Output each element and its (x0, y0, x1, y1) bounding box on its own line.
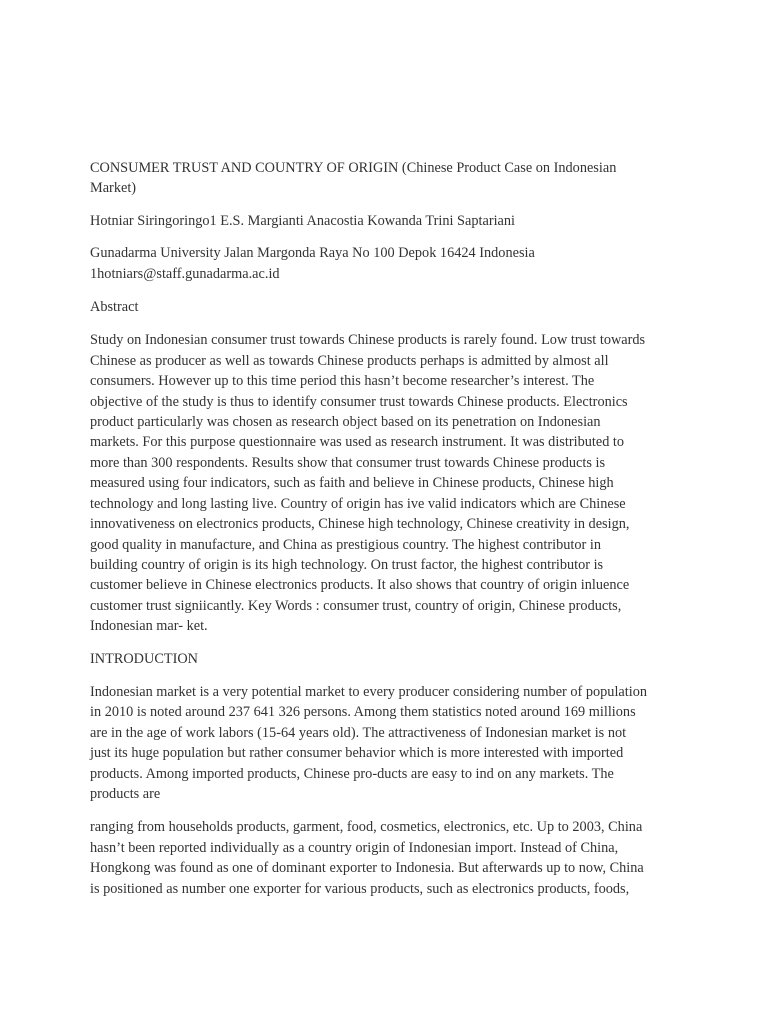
introduction-paragraph-2: ranging from households products, garment, food, cosmetics, electronics, etc. Up to 2003, China hasn’t been reported individually as a country origin of Indonesian import. Instead of China, Hongkong was found as one of dominant exporter to Indonesia. But afterwards up to now, China is positioned as number one exporter for various products, such as electronics products, foods, (90, 819, 644, 897)
abstract-heading: Abstract (90, 299, 139, 316)
introduction-paragraph-1: Indonesian market is a very potential market to every producer considering number of population in 2010 is noted around 237 641 326 persons. Among them statistics noted around 169 millions are in the age of work labors (15-64 years old). The attractiveness of Indonesian market is not just its huge population but rather consumer behavior which is more interested with imported products. Among imported products, Chinese pro-ducts are easy to ind on any markets. The products are (90, 683, 648, 802)
author-list: Hotniar Siringoringo1 E.S. Margianti Anacostia Kowanda Trini Saptariani (90, 212, 516, 229)
abstract-body: Study on Indonesian consumer trust towards Chinese products is rarely found. Low trust towards Chinese as producer as well as towards Chinese products perhaps is admitted by almost all consumers. However up to this time period this hasn’t become researcher’s interest. The objective of the study is thus to identify consumer trust towards Chinese products. Electronics product particularly was chosen as research object based on its penetration on Indonesian markets. For this purpose questionnaire was used as research instrument. It was distributed to more than 300 respondents. Results show that consumer trust towards Chinese products is measured using four indicators, such as faith and believe in Chinese products, Chinese high technology and long lasting live. Country of origin has ive valid indicators which are Chinese innovativeness on electronics products, Chinese high technology, Chinese creativity in design, good quality in manufacture, and China as prestigious country. The highest contributor in building country of origin is its high technology. On trust factor, the highest contributor is customer believe in Chinese electronics products. It also shows that country of origin inluence customer trust signiicantly. Key Words : consumer trust, country of origin, Chinese products, Indonesian mar- ket. (90, 332, 646, 635)
introduction-heading: INTRODUCTION (90, 650, 199, 667)
paper-title: CONSUMER TRUST AND COUNTRY OF ORIGIN (Chinese Product Case on Indonesian Market) (90, 160, 617, 197)
author-affiliation: Gunadarma University Jalan Margonda Raya No 100 Depok 16424 Indonesia 1hotniars@staff.gunadarma.ac.id (90, 245, 535, 282)
